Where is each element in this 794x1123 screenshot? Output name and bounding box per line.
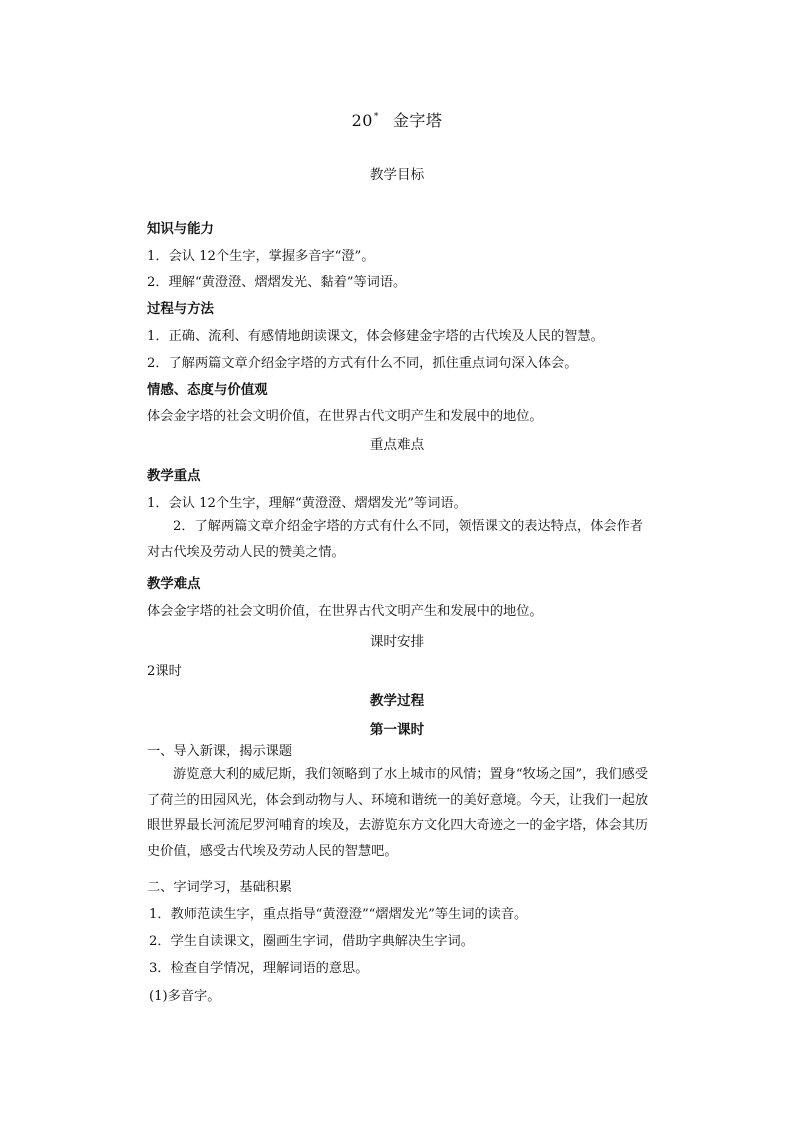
- lesson-star: *: [373, 112, 379, 122]
- heading-first-lesson: 第一课时: [369, 722, 425, 738]
- section1-title: 一、导入新课，揭示课题: [147, 744, 293, 759]
- heading-process: 教学过程: [369, 693, 425, 709]
- lesson-title: [0, 108, 794, 131]
- lesson-name: 金字塔: [392, 111, 443, 130]
- section2-item-1: 1．教师范读生字，重点指导“黄澄澄”“熠熠发光”等生词的读音。: [149, 907, 528, 922]
- lesson-number: 20: [351, 111, 373, 130]
- knowledge-item-2: 2．理解“黄澄澄、熠熠发光、黏着”等词语。: [147, 275, 407, 290]
- process-item-1: 1．正确、流利、有感情地朗读课文，体会修建金字塔的古代埃及人民的智慧。: [147, 329, 604, 344]
- key-item-1: 1．会认 12个生字，理解“黄澄澄、熠熠发光”等词语。: [147, 496, 467, 511]
- heading-objectives: 教学目标: [369, 167, 425, 183]
- emotion-heading: 情感、态度与价值观: [147, 382, 268, 398]
- key-item-2: 2．了解两篇文章介绍金字塔的方式有什么不同，领悟课文的表达特点，体会作者对古代埃及劳动人民的赞美之情。: [147, 519, 643, 560]
- section2-item-2: 2．学生自读课文，圈画生字词，借助字典解决生字词。: [149, 934, 474, 949]
- process-item-2: 2．了解两篇文章介绍金字塔的方式有什么不同，抓住重点词句深入体会。: [147, 356, 578, 371]
- key-heading: 教学重点: [147, 468, 201, 484]
- difficult-heading: 教学难点: [147, 576, 201, 592]
- section2-item-4: (1)多音字。: [149, 989, 221, 1004]
- section2-title: 二、字词学习，基础积累: [147, 880, 293, 895]
- schedule-text: 2课时: [147, 664, 182, 679]
- heading-schedule: 课时安排: [369, 634, 425, 650]
- emotion-text: 体会金字塔的社会文明价值，在世界古代文明产生和发展中的地位。: [147, 409, 543, 424]
- section2-item-3: 3．检查自学情况，理解词语的意思。: [149, 961, 369, 976]
- knowledge-heading: 知识与能力: [147, 221, 214, 237]
- heading-key-points: 重点难点: [369, 437, 425, 453]
- knowledge-item-1: 1．会认 12个生字，掌握多音字“澄”。: [147, 249, 375, 264]
- difficult-text: 体会金字塔的社会文明价值，在世界古代文明产生和发展中的地位。: [147, 604, 543, 619]
- section1-paragraph: 游览意大利的威尼斯，我们领略到了水上城市的风情；置身“牧场之国”，我们感受了荷兰的田园风光，体会到动物与人、环境和谐统一的美好意境。今天，让我们一起放眼世界最长河流尼罗河哺育的埃及，去游览东方文化四大奇迹之一的金字塔，体会其历史价值，感受古代埃及劳动人民的智慧吧。: [147, 767, 649, 859]
- process-heading: 过程与方法: [147, 301, 214, 317]
